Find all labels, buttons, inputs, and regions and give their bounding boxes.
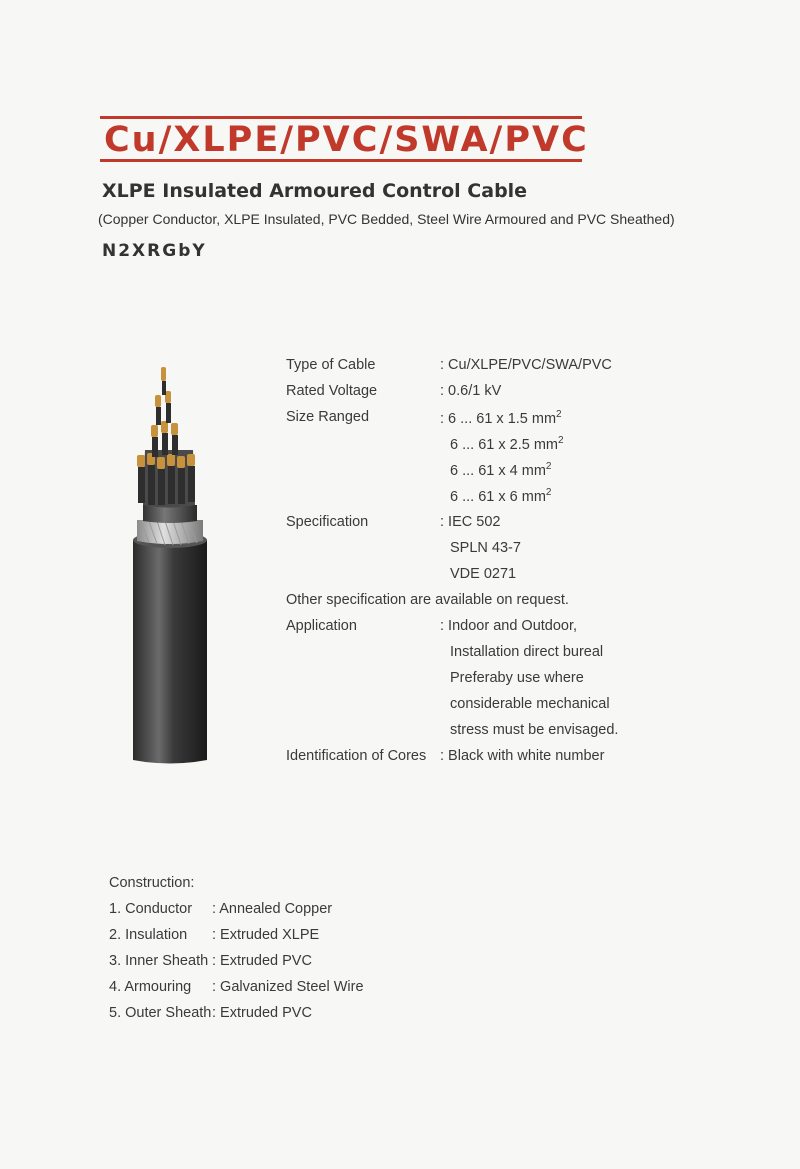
construction-heading: Construction: [109,875,195,891]
construction-label: 5. Outer Sheath [109,1005,212,1021]
spec-value: : Black with white number [440,748,605,764]
spec-label: Application [286,618,357,634]
construction-value: : Extruded PVC [212,1005,312,1021]
spec-label: Type of Cable [286,357,376,373]
construction-label: 2. Insulation [109,927,188,943]
spec-value: Installation direct bureal [450,644,604,660]
product-subtitle: XLPE Insulated Armoured Control Cable [102,180,528,202]
spec-label: Identification of Cores [286,748,427,764]
spec-value: : 0.6/1 kV [440,383,502,399]
spec-value: Preferaby use where [450,670,584,686]
construction-label: 3. Inner Sheath [109,953,209,969]
construction-value: : Annealed Copper [212,901,333,917]
other-spec-text: Other specification are available on request. [286,592,569,608]
spec-value: stress must be envisaged. [450,722,619,738]
construction-label: 4. Armouring [109,979,192,995]
size-value: : 6 ... 61 x 1.5 $mm^2$ [440,409,562,427]
construction-value: : Extruded XLPE [212,927,320,943]
spec-value: : Indoor and Outdoor, [440,618,578,634]
cable-cross-section-image [115,355,235,775]
product-description: (Copper Conductor, XLPE Insulated, PVC Bedded, Steel Wire Armoured and PVC Sheathed) [98,211,675,227]
spec-label: Specification [286,514,369,530]
construction-value: : Galvanized Steel Wire [212,979,364,995]
page-title: Cu/XLPE/PVC/SWA/PVC [104,120,589,160]
spec-value: considerable mechanical [450,696,610,712]
spec-value: : IEC 502 [440,514,501,530]
spec-label: Rated Voltage [286,383,378,399]
size-value: 6 ... 61 x 2.5 $mm^2$ [450,435,564,453]
spec-label: Size Ranged [286,409,370,425]
construction-value: : Extruded PVC [212,953,312,969]
spec-value: SPLN 43-7 [450,540,521,556]
spec-value: : Cu/XLPE/PVC/SWA/PVC [440,357,612,373]
product-code: N2XRGbY [102,241,207,261]
size-value: 6 ... 61 x 6 $mm^2$ [450,487,552,505]
construction-label: 1. Conductor [109,901,193,917]
spec-value: VDE 0271 [450,566,517,582]
size-value: 6 ... 61 x 4 $mm^2$ [450,461,552,479]
